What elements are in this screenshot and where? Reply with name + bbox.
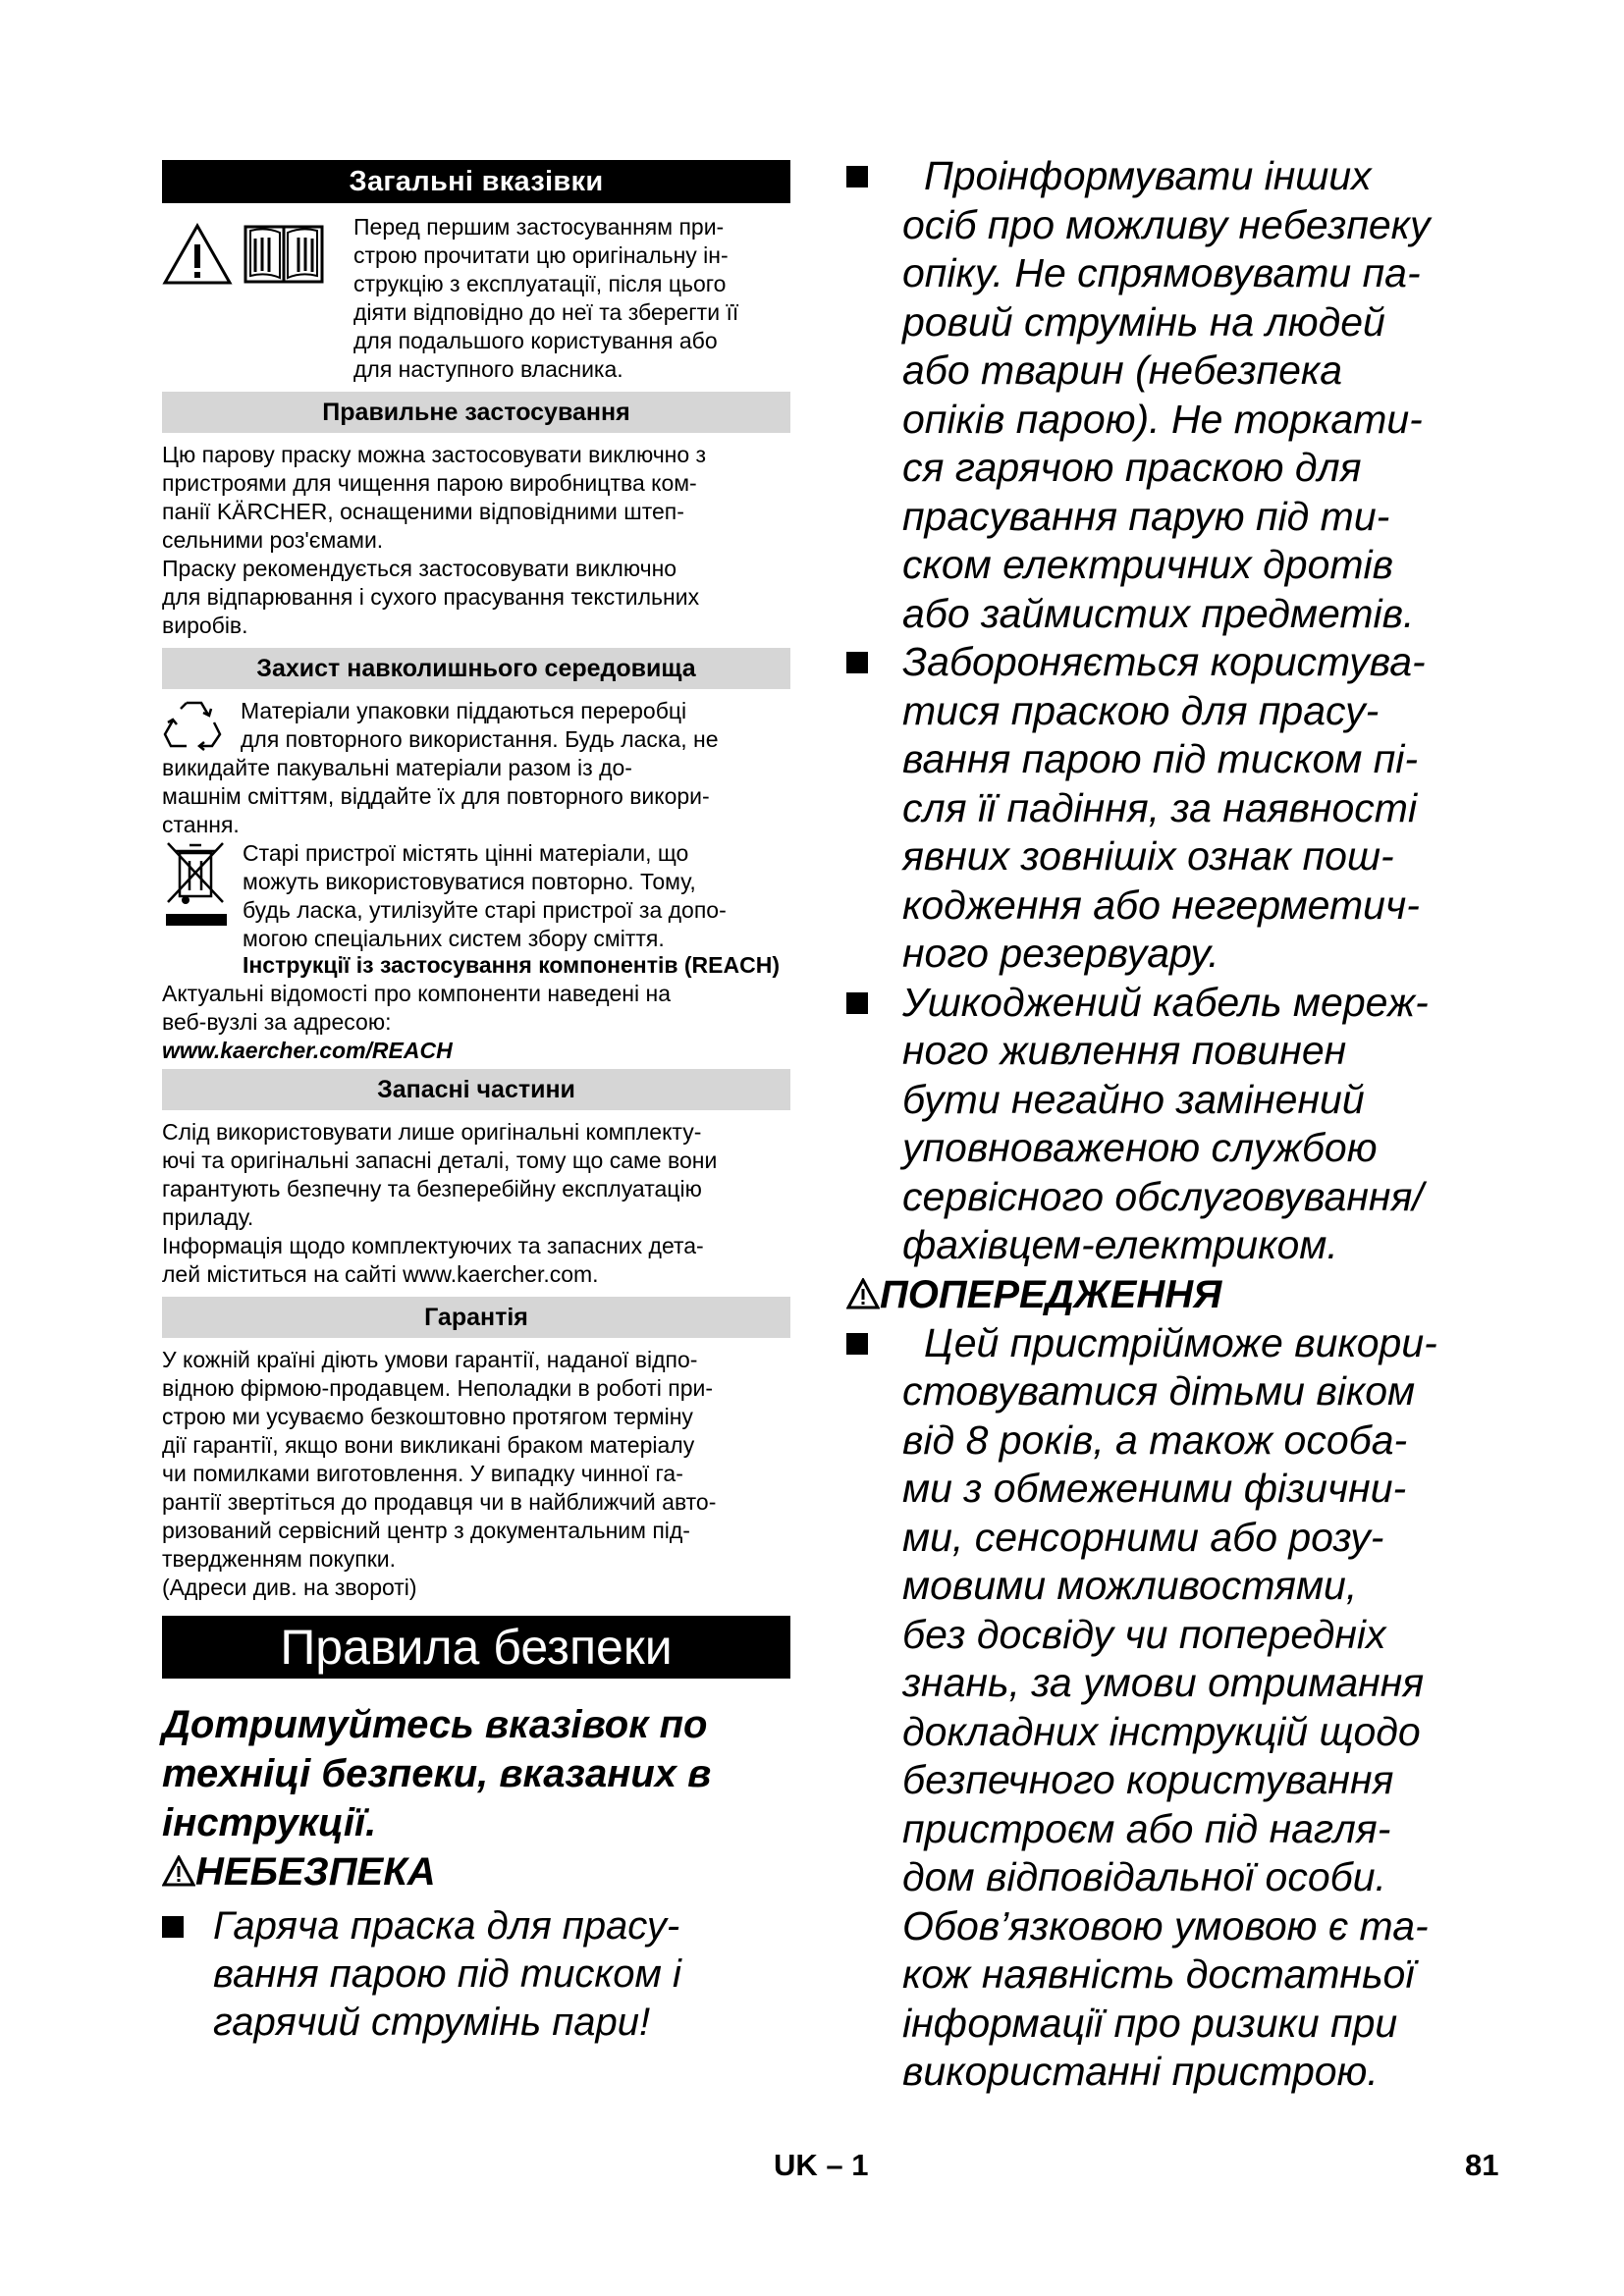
general-text xyxy=(353,213,790,384)
safety-intro-line: техніці безпеки, вказаних в xyxy=(162,1752,712,1795)
proper-use-line: Праску рекомендується застосовувати виключно xyxy=(162,556,677,581)
bullet-square-icon xyxy=(162,1916,184,1938)
prohibit-line: явних зовнішіх ознак пош- xyxy=(902,833,1394,879)
recycle-line: машнім сміттям, віддайте їх для повторного викори- xyxy=(162,783,710,809)
danger-bullet-line: гарячий струмінь пари! xyxy=(213,2001,651,2044)
inform-line: або тварин (небезпека xyxy=(902,347,1343,393)
inform-line: осіб про можливу небезпеку xyxy=(902,201,1431,247)
children-line: стовуватися дітьми віком xyxy=(902,1368,1416,1414)
danger-bullet xyxy=(162,1902,790,2047)
proper-use-line: панії KÄRCHER, оснащеними відповідними штеп- xyxy=(162,499,684,524)
inform-bullet xyxy=(846,152,1494,638)
spare-parts-line: лей міститься на сайті www.kaercher.com. xyxy=(162,1261,599,1287)
prohibit-line: Забороняється користува- xyxy=(902,639,1426,684)
reach-url-link[interactable]: www.kaercher.com/REACH xyxy=(162,1038,453,1063)
danger-heading xyxy=(162,1847,790,1896)
children-line: безпечного користування xyxy=(902,1757,1394,1802)
recycle-line: стання. xyxy=(162,812,240,837)
recycle-block xyxy=(162,697,790,839)
children-line: дом відповідальної особи. xyxy=(902,1854,1386,1899)
spare-parts-line: приладу. xyxy=(162,1204,254,1230)
manual-book-icon xyxy=(243,223,325,286)
disposal-block xyxy=(162,839,790,953)
proper-use-heading: Правильне застосування xyxy=(162,392,790,433)
safety-intro xyxy=(162,1700,790,1847)
general-line: Перед першим застосуванням при- xyxy=(353,214,725,240)
spare-parts-line: ючі та оригінальні запасні деталі, тому що саме вони xyxy=(162,1148,718,1173)
prohibit-line: тися праскою для прасу- xyxy=(902,687,1380,733)
safety-intro-line: інструкції. xyxy=(162,1801,377,1844)
cable-line: фахівцем-електриком. xyxy=(902,1222,1338,1267)
proper-use-line: сельними роз'ємами. xyxy=(162,527,384,553)
children-bullet xyxy=(846,1319,1494,2097)
bullet-square-icon xyxy=(846,992,868,1014)
warranty-line: У кожній країні діють умови гарантії, наданої відпо- xyxy=(162,1347,698,1372)
disposal-line: могою спеціальних систем збору сміття. xyxy=(243,926,665,951)
warranty-line: (Адреси див. на звороті) xyxy=(162,1575,417,1600)
inform-line: або займистих предметів. xyxy=(902,590,1415,636)
children-line: інформації про ризики при xyxy=(902,2000,1398,2046)
right-column xyxy=(846,152,1494,2097)
inform-line: ровий струмінь на людей xyxy=(902,298,1385,345)
proper-use-line: для відпарювання і сухого прасування текстильних xyxy=(162,584,700,610)
warranty-line: чи помилками виготовлення. У випадку чинної га- xyxy=(162,1461,683,1486)
children-line: Обов’язковою умовою є та- xyxy=(902,1902,1429,1949)
danger-bullet-line: Гаряча праска для прасу- xyxy=(213,1904,680,1948)
warning-label: ПОПЕРЕДЖЕННЯ xyxy=(880,1272,1222,1316)
proper-use-line: виробів. xyxy=(162,613,248,638)
children-line: Цей пристрійможе викори- xyxy=(924,1319,1437,1365)
general-line: строю прочитати цю оригінальну ін- xyxy=(353,242,729,268)
general-line: для подальшого користування або xyxy=(353,328,718,353)
spare-parts-line: Інформація щодо комплектуючих та запасних дета- xyxy=(162,1233,704,1258)
general-icons xyxy=(162,213,353,384)
disposal-line: будь ласка, утилізуйте старі пристрої за допо- xyxy=(243,897,727,923)
warning-heading xyxy=(846,1270,1494,1319)
cable-line: Ушкоджений кабель мереж- xyxy=(902,979,1429,1025)
bullet-square-icon xyxy=(846,652,868,673)
safety-intro-line: Дотримуйтесь вказівок по xyxy=(162,1703,708,1746)
prohibit-line: вання парою під тиском пі- xyxy=(902,736,1419,781)
prohibit-line: сля її падіння, за наявності xyxy=(902,784,1418,830)
safety-heading: Правила безпеки xyxy=(162,1616,790,1679)
inform-line: ся гарячою праскою для xyxy=(902,445,1362,490)
danger-triangle-icon xyxy=(162,1855,195,1887)
proper-use-line: пристроями для чищення парою виробництва ком- xyxy=(162,470,697,496)
proper-use-line: Цю парову праску можна застосовувати виключно з xyxy=(162,442,707,467)
recycle-icon xyxy=(157,697,231,752)
children-line: ми, сенсорними або розу- xyxy=(902,1514,1384,1560)
children-line: ми з обмеженими фізични- xyxy=(902,1466,1407,1511)
children-line: пристроєм або під нагля- xyxy=(902,1805,1391,1851)
inform-line: Проінформувати інших xyxy=(924,153,1372,198)
cable-line: уповноваженою службою xyxy=(902,1125,1378,1170)
warning-triangle-icon xyxy=(162,223,233,286)
general-section xyxy=(162,213,790,384)
crossed-bin-icon xyxy=(162,839,231,953)
left-column xyxy=(162,160,790,2047)
spare-parts-line: гарантують безпечну та безперебійну експлуатацію xyxy=(162,1176,702,1201)
warning-triangle-small-icon xyxy=(846,1278,880,1309)
general-heading: Загальні вказівки xyxy=(162,160,790,203)
cable-line: бути негайно замінений xyxy=(902,1076,1365,1122)
warranty-line: ризований сервісний центр з документальним під- xyxy=(162,1518,690,1543)
recycle-line: викидайте пакувальні матеріали разом із до- xyxy=(162,755,632,780)
bullet-square-icon xyxy=(846,166,868,187)
footer-section: UK – 1 xyxy=(774,2148,869,2182)
warranty-heading: Гарантія xyxy=(162,1297,790,1338)
children-line: використанні пристрою. xyxy=(902,2049,1379,2094)
warranty-line: строю ми усуваємо безкоштовно протягом терміну xyxy=(162,1404,693,1429)
reach-line: веб-вузлі за адресою: xyxy=(162,1009,392,1035)
general-line: діяти відповідно до неї та зберегти її xyxy=(353,299,739,325)
spare-parts-line: Слід використовувати лише оригінальні комплекту- xyxy=(162,1119,702,1145)
spare-parts-text xyxy=(162,1118,790,1289)
inform-line: опіку. Не спрямовувати па- xyxy=(902,250,1421,295)
children-line: докладних інструкцій щодо xyxy=(902,1708,1421,1754)
warranty-line: відною фірмою-продавцем. Неполадки в роботі при- xyxy=(162,1375,713,1401)
warranty-line: рантії звертіться до продавця чи в найближчий авто- xyxy=(162,1489,717,1515)
general-line: для наступного власника. xyxy=(353,356,623,382)
inform-line: прасування парую під ти- xyxy=(902,493,1390,539)
children-line: кож наявність достатньої xyxy=(902,1951,1415,1997)
inform-line: опіків парою). Не торкати- xyxy=(902,396,1423,442)
cable-line: сервісного обслуговування/ xyxy=(902,1173,1424,1219)
warranty-line: дії гарантії, якщо вони викликані браком матеріалу xyxy=(162,1432,695,1458)
reach-title: Інструкції із застосування компонентів (REACH) xyxy=(243,952,780,978)
spare-parts-heading: Запасні частини xyxy=(162,1069,790,1110)
environment-heading: Захист навколишнього середовища xyxy=(162,648,790,689)
recycle-line: Матеріали упаковки піддаються переробці xyxy=(241,698,687,723)
prohibit-line: кодження або негерметич- xyxy=(902,881,1420,928)
recycle-line: для повторного використання. Будь ласка, не xyxy=(241,726,719,752)
children-line: без досвіду чи попередніх xyxy=(902,1611,1386,1657)
cable-bullet xyxy=(846,979,1494,1270)
disposal-line: Старі пристрої містять цінні матеріали, що xyxy=(243,840,689,866)
danger-label: НЕБЕЗПЕКА xyxy=(195,1850,436,1894)
page-number: 81 xyxy=(1465,2148,1499,2182)
children-line: знань, за умови отримання xyxy=(902,1660,1425,1705)
reach-line: Актуальні відомості про компоненти наведені на xyxy=(162,981,671,1006)
general-line: струкцію з експлуатації, після цього xyxy=(353,271,727,296)
proper-use-text xyxy=(162,441,790,640)
cable-line: ного живлення повинен xyxy=(902,1028,1347,1073)
prohibit-line: ного резервуару. xyxy=(902,931,1219,976)
prohibit-bullet xyxy=(846,638,1494,979)
disposal-line: можуть використовуватися повторно. Тому, xyxy=(243,869,696,894)
inform-line: ском електричних дротів xyxy=(902,542,1394,587)
children-line: мовими можливостями, xyxy=(902,1563,1358,1608)
bullet-square-icon xyxy=(846,1333,868,1355)
danger-bullet-line: вання парою під тиском і xyxy=(213,1952,681,1996)
children-line: від 8 років, а також особа- xyxy=(902,1416,1408,1463)
warranty-line: твердженням покупки. xyxy=(162,1546,397,1572)
warranty-text xyxy=(162,1346,790,1602)
